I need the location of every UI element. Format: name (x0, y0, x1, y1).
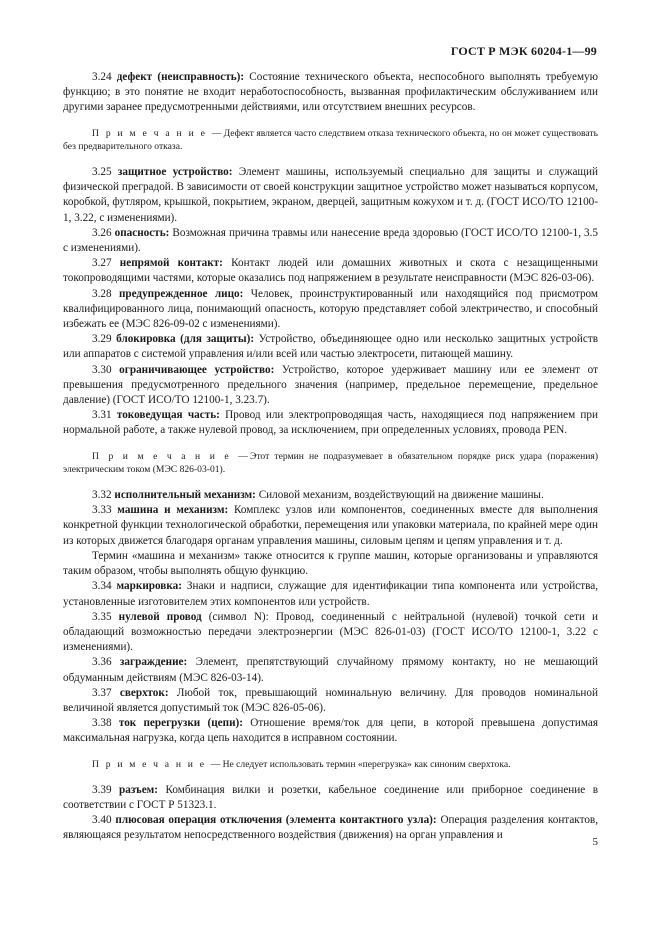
definition-text: Операция разделения контактов, являющаяся результатом непосредственного воздействия (движения) на орган управления и (63, 814, 598, 842)
definition-text: Контакт людей или домашних животных и скота с незащищенными токопроводящими частями, которые оказались под напряжением в результате неисправности (МЭС 826-03-06). (63, 257, 599, 285)
term: защитное устройство: (117, 166, 233, 179)
note-label: П р и м е ч а н и е — (92, 450, 250, 462)
definition-3-37 (63, 686, 598, 716)
definition-3-30 (63, 363, 598, 409)
document-body (63, 70, 598, 844)
note-3-24 (63, 127, 598, 153)
clause-number: 3.38 (92, 717, 112, 730)
document-header: ГОСТ Р МЭК 60204-1—99 (450, 44, 597, 58)
term: блокировка (для защиты): (116, 333, 255, 346)
clause-number: 3.25 (92, 166, 112, 179)
note-text: Не следует использовать термин «перегрузка» как синоним сверхтока. (222, 758, 511, 770)
definition-text: Комбинация вилки и розетки, кабельное соединение или приборное соединение в соответствии с ГОСТ Р 51323.1. (63, 783, 598, 811)
term: токоведущая часть: (116, 409, 220, 422)
definition-text: Провод или электропроводящая часть, находящиеся под напряжением при нормальной работе, а также нулевой провод, за исключением, при определенных условиях, провода PEN. (63, 409, 598, 437)
term: машина и механизм: (117, 504, 229, 517)
note-3-38 (63, 758, 598, 771)
page-number: 5 (592, 836, 598, 848)
clause-number: 3.39 (92, 783, 112, 796)
term: предупрежденное лицо: (118, 287, 244, 300)
definition-3-38 (63, 716, 598, 746)
definition-text: (символ N): Провод, соединенный с нейтральной (нулевой) точкой сети и обладающий возможностью передачи электроэнергии (МЭС 826-01-03) (ГОСТ ИСО/ТО 12100-1, 3.22 с изменениями). (63, 610, 599, 654)
term: непрямой контакт: (119, 257, 223, 270)
term: опасность: (114, 226, 170, 239)
clause-number: 3.40 (92, 814, 112, 827)
definition-3-33-continuation: Термин «машина и механизм» также относится к группе машин, которые организованы и управляются таким образом, чтобы выполнять общую функцию. (63, 549, 598, 578)
definition-text: Отношение время/ток для цепи, в которой превышена допустимая максимальная нагрузка, когда цепь находится в исправном состоянии. (63, 717, 599, 745)
definition-3-24 (63, 70, 598, 116)
note-label: П р и м е ч а н и е — (92, 127, 224, 139)
definition-text: Комплекс узлов или компонентов, соединенных вместе для выполнения конкретной функции технологической обработки, перемещения или упаковки материала, по крайней мере один из которых движется благодаря органам управления машины, силовым цепям и цепям управления и т. д. (63, 504, 599, 547)
definition-text: Устройство, объединяющее одно или несколько защитных устройств или аппаратов с системой управления и/или всей или частью электросети, питающей машину. (63, 333, 599, 361)
definition-text: Элемент машины, используемый специально для защиты и служащий физической преградой. В зависимости от своей конструкции защитное устройство может называться корпусом, коробкой, футляром, крышкой, покрытием, экраном, дверцей, защитным кожухом и т. д. (ГОСТ ИСО/ТО 12100-1, 3.22, с изменениями). (63, 166, 598, 224)
definition-3-35 (63, 610, 598, 656)
note-text: Дефект является часто следствием отказа технического объекта, но он может существовать без предварительного отказа. (63, 127, 598, 152)
clause-number: 3.27 (92, 257, 112, 270)
term: сверхток: (119, 686, 169, 699)
clause-number: 3.30 (92, 363, 112, 376)
term: заграждение: (119, 656, 188, 669)
clause-number: 3.24 (92, 71, 112, 83)
definition-3-40 (63, 813, 598, 843)
note-label: П р и м е ч а н и е — (92, 758, 223, 770)
clause-number: 3.34 (92, 580, 112, 593)
definition-3-32 (63, 488, 598, 503)
definition-text: Состояние технического объекта, неспособного выполнять требуемую функцию; в это понятие не входит неработоспособность, вызванная профилактическим обслуживанием или другими заранее предусмотренными действиями, или отсутствием внешних ресурсов. (63, 71, 599, 114)
clause-number: 3.31 (92, 409, 112, 422)
term: нулевой провод (118, 610, 202, 623)
definition-3-29 (63, 332, 598, 362)
term: дефект (неисправность): (116, 71, 245, 83)
definition-text: Человек, проинструктированный или находящийся под присмотром квалифицированного лица, понимающий опасность, которую представляет собой электричество, и способный избежать ее (МЭС 826-09-02 с изменениями). (63, 287, 598, 331)
term: маркировка: (116, 580, 182, 593)
definition-text: Силовой механизм, воздействующий на движение машины. (258, 489, 544, 502)
definition-3-27 (63, 256, 598, 286)
definition-3-33 (63, 503, 598, 549)
clause-number: 3.28 (92, 287, 112, 300)
definition-text: Любой ток, превышающий номинальную величину. Для проводов номинальной величиной является допустимый ток (МЭС 826-05-06). (63, 686, 598, 714)
term: ограничивающее устройство: (119, 363, 275, 376)
definition-3-34 (63, 579, 598, 609)
term: исполнительный механизм: (114, 489, 256, 502)
clause-number: 3.36 (92, 656, 112, 669)
clause-number: 3.29 (92, 333, 112, 346)
definition-text: Устройство, которое удерживает машину или ее элемент от превышения предусмотренного предельного значения (например, предельное перемещение, предельное давление) (ГОСТ ИСО/ТО 12100-1, 3.23.7). (63, 363, 598, 407)
definition-3-25 (63, 165, 598, 226)
term: разъем: (119, 783, 159, 796)
definition-3-28 (63, 287, 598, 333)
definition-text: Элемент, препятствующий случайному прямому контакту, но не мешающий обдуманным действиям (МЭС 826-03-14). (63, 656, 599, 684)
definition-3-36 (63, 655, 598, 685)
note-3-31 (63, 450, 598, 476)
definition-3-26 (63, 226, 598, 256)
clause-number: 3.33 (92, 504, 112, 517)
note-text: Этот термин не подразумевает в обязательном порядке риск удара (поражения) электрическим током (МЭС 826-03-01). (63, 450, 599, 475)
clause-number: 3.35 (92, 610, 112, 623)
term: плюсовая операция отключения (элемента контактного узла): (115, 814, 437, 827)
definition-3-39 (63, 783, 598, 813)
clause-number: 3.37 (92, 686, 112, 699)
definition-text: Возможная причина травмы или нанесение вреда здоровью (ГОСТ ИСО/ТО 12100-1, 3.5 с изменениями). (63, 226, 599, 255)
definition-3-31 (63, 408, 598, 438)
clause-number: 3.32 (92, 489, 112, 502)
clause-number: 3.26 (92, 226, 112, 239)
term: ток перегрузки (цепи): (118, 717, 243, 730)
definition-text: Знаки и надписи, служащие для идентификации типа компонента или устройства, установленные изготовителем этих компонентов или устройств. (63, 580, 598, 608)
